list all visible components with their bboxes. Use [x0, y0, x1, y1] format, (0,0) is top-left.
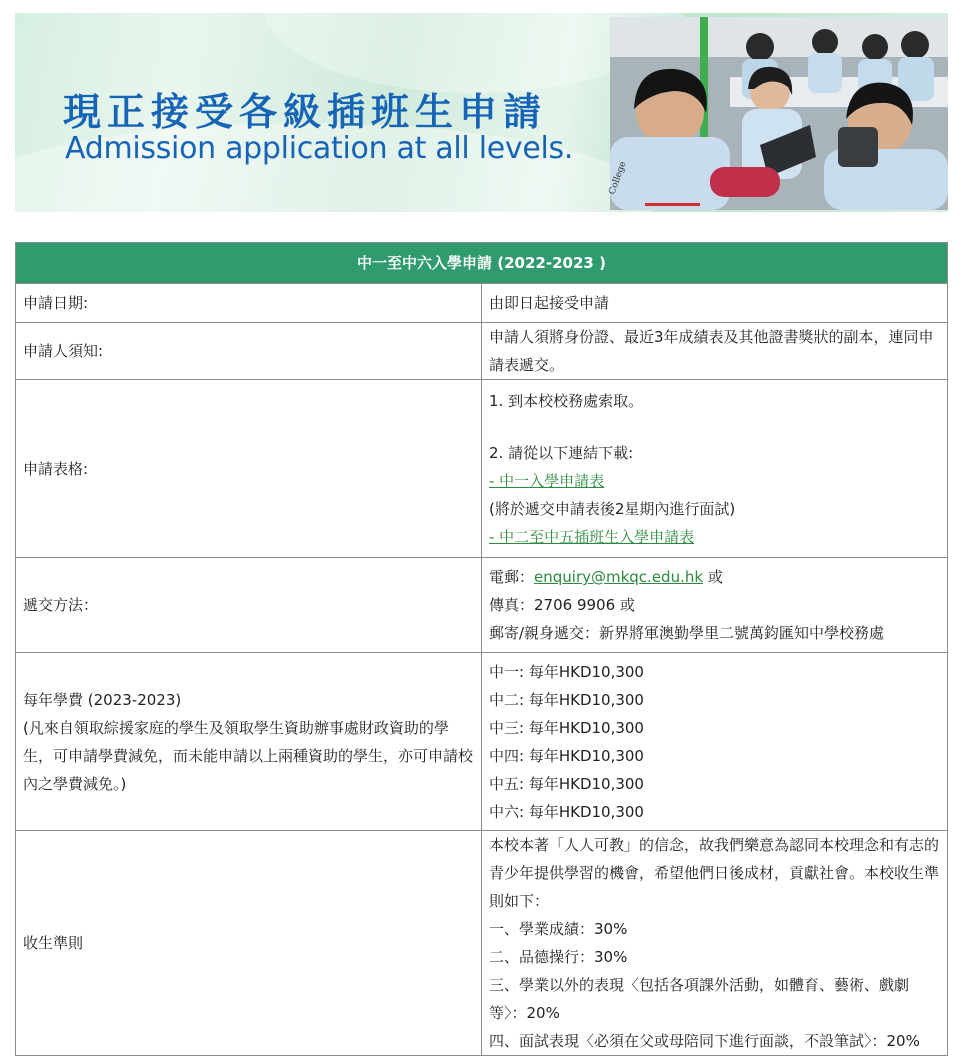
criteria-item: 四、面試表現〈必須在父或母陪同下進行面談，不設筆試〉：20% — [489, 1032, 920, 1050]
students-photo-illustration — [607, 17, 948, 210]
s2-s5-application-form-link[interactable]: - 中二至中五插班生入學申請表 — [489, 527, 695, 546]
post-line: 郵寄/親身遞交：新界將軍澳勤學里二號萬鈞匯知中學校務處 — [489, 624, 885, 642]
row-application-form — [16, 380, 948, 558]
fee-item: 中四: 每年HKD10,300 — [489, 746, 644, 765]
email-link[interactable]: enquiry@mkqc.edu.hk — [534, 568, 704, 586]
email-prefix: 電郵： — [489, 568, 535, 586]
fee-remission-note: (凡來自領取綜援家庭的學生及領取學生資助辦事處財政資助的學生，可申請學費減免，而未能申請以上兩種資助的學生，亦可申請校內之學費減免。) — [23, 718, 474, 793]
photo-caption: College — [607, 160, 629, 197]
link-wrapper — [489, 467, 940, 495]
fee-item: 中二: 每年HKD10,300 — [489, 690, 644, 709]
link-wrapper — [489, 523, 940, 551]
row-annual-fee — [16, 653, 948, 831]
annual-fee-label — [16, 653, 482, 831]
spacer — [489, 415, 940, 439]
email-suffix: 或 — [703, 568, 723, 586]
admission-table — [15, 242, 948, 1056]
fax-line: 傳真：2706 9906 或 — [489, 596, 635, 614]
form-option-download: 2. 請從以下連結下載: — [489, 443, 634, 462]
banner-title-english: Admission application at all levels. — [65, 131, 574, 166]
interview-note: (將於遞交申請表後2星期內進行面試) — [489, 499, 736, 518]
submission-method-value — [482, 558, 948, 653]
fee-item: 中五: 每年HKD10,300 — [489, 774, 644, 793]
fee-item: 中一: 每年HKD10,300 — [489, 662, 644, 681]
row-submission-method — [16, 558, 948, 653]
email-line — [489, 563, 940, 591]
row-admission-criteria — [16, 831, 948, 1056]
row-application-date — [16, 284, 948, 323]
annual-fee-title: 每年學費 (2023-2023) — [23, 690, 182, 709]
s1-application-form-link[interactable]: - 中一入學申請表 — [489, 471, 605, 490]
application-form-label: 申請表格: — [16, 380, 482, 558]
criteria-item: 一、學業成績：30% — [489, 920, 628, 938]
fee-item: 中六: 每年HKD10,300 — [489, 802, 644, 821]
row-applicant-notice — [16, 323, 948, 380]
table-header-row — [16, 243, 948, 284]
submission-method-label: 遞交方法： — [16, 558, 482, 653]
admission-criteria-value — [482, 831, 948, 1056]
criteria-item: 三、學業以外的表現〈包括各項課外活動，如體育、藝術、戲劇等〉：20% — [489, 976, 910, 1022]
application-date-value: 由即日起接受申請 — [482, 284, 948, 323]
criteria-item: 二、品德操行：30% — [489, 948, 628, 966]
admission-banner — [15, 13, 948, 212]
students-photo — [607, 17, 948, 210]
fee-item: 中三: 每年HKD10,300 — [489, 718, 644, 737]
banner-title-chinese: 現正接受各級插班生申請 — [63, 89, 548, 134]
form-option-office: 1. 到本校校務處索取。 — [489, 391, 644, 410]
annual-fee-value — [482, 653, 948, 831]
application-date-label: 申請日期: — [16, 284, 482, 323]
admission-criteria-label: 收生準則 — [16, 831, 482, 1056]
applicant-notice-label: 申請人須知: — [16, 323, 482, 380]
criteria-intro: 本校本著「人人可教」的信念，故我們樂意為認同本校理念和有志的青少年提供學習的機會，希望他們日後成材，貢獻社會。本校收生準則如下： — [489, 836, 940, 910]
applicant-notice-value: 申請人須將身份證、最近3年成績表及其他證書獎狀的副本，連同申請表遞交。 — [482, 323, 948, 380]
application-form-value — [482, 380, 948, 558]
table-heading: 中一至中六入學申請 (2022-2023 ) — [16, 243, 948, 284]
